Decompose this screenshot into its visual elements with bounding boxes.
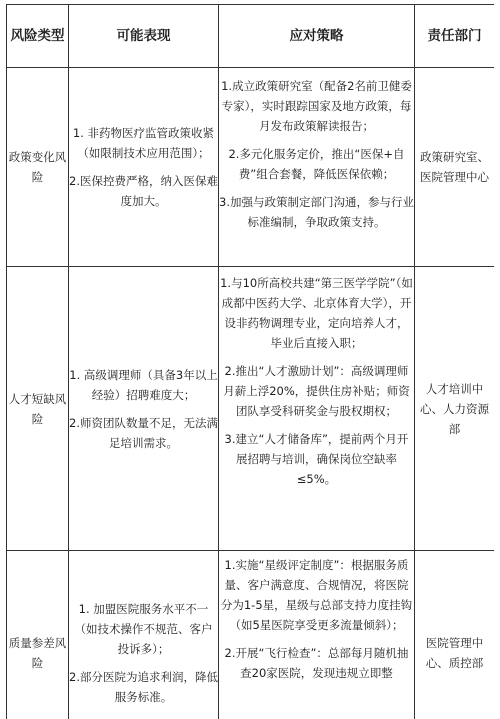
- manifestation-item: 1. 加盟医院服务水平不一（如技术操作不规范、客户投诉多）；: [74, 602, 213, 656]
- strategy-item: 2.开展“飞行检查”：总部每月随机抽查20家医院，发现违规立即整: [224, 646, 409, 680]
- manifestations-cell: [69, 267, 219, 551]
- strategy-item: 1.实施“星级评定制度”：根据服务质量、客户满意度、合规情况，将医院分为1-5星，星级与总部支持力度挂钩（如5星医院享受更多流量倾斜）；: [220, 558, 413, 632]
- department-cell: 医院管理中心、质控部: [415, 551, 495, 719]
- manifestation-item: 2.部分医院为追求利润，降低服务标准。: [69, 670, 218, 704]
- department-cell: 人才培训中心、人力资源部: [415, 267, 495, 551]
- header-possible-manifestations: 可能表现: [69, 5, 219, 68]
- manifestation-item: 1. 高级调理师（具备3年以上经验）招聘难度大；: [69, 367, 218, 402]
- strategies-cell: [219, 551, 415, 719]
- manifestation-item: 2.医保控费严格，纳入医保难度加大。: [69, 174, 218, 208]
- strategy-item: 2.推出“人才激励计划”：高级调理师月薪上浮20%，提供住房补贴；师资团队享受科研奖金与股权期权；: [223, 364, 410, 418]
- risk-response-table: [6, 4, 494, 719]
- strategies-cell: [219, 68, 415, 267]
- strategies-cell: [219, 267, 415, 551]
- table-header-row: [7, 5, 495, 68]
- strategy-item: 1.成立政策研究室（配备2名前卫健委专家），实时跟踪国家及地方政策，每月发布政策解读报告；: [221, 79, 412, 133]
- header-responsible-department: 责任部门: [415, 5, 495, 68]
- risk-type-cell: 政策变化风险: [7, 68, 69, 267]
- header-risk-type: 风险类型: [7, 5, 69, 68]
- table-row: [7, 267, 495, 551]
- manifestation-item: 2.师资团队数量不足，无法满足培训需求。: [69, 415, 218, 450]
- table-row: [7, 551, 495, 719]
- department-cell: 政策研究室、医院管理中心: [415, 68, 495, 267]
- manifestations-cell: [69, 68, 219, 267]
- strategy-item: 3.加强与政策制定部门沟通，参与行业标准编制，争取政策支持。: [219, 195, 414, 229]
- strategy-item: 2.多元化服务定价，推出“医保+自费”组合套餐，降低医保依赖；: [228, 147, 405, 181]
- risk-type-cell: 质量参差风险: [7, 551, 69, 719]
- strategy-item: 1.与10所高校共建“第三医学学院”（如成都中医药大学、北京体育大学），开设非药物调理专业，定向培养人才，毕业后直接入职；: [220, 276, 413, 350]
- header-response-strategies: 应对策略: [219, 5, 415, 68]
- manifestations-cell: [69, 551, 219, 719]
- table-row: [7, 68, 495, 267]
- risk-type-cell: 人才短缺风险: [7, 267, 69, 551]
- manifestation-item: 1. 非药物医疗监管政策收紧（如限制技术应用范围）；: [72, 126, 215, 160]
- strategy-item: 3.建立“人才储备库”，提前两个月开展招聘与培训，确保岗位空缺率≤5%。: [224, 432, 409, 486]
- risk-table-page: [6, 4, 494, 719]
